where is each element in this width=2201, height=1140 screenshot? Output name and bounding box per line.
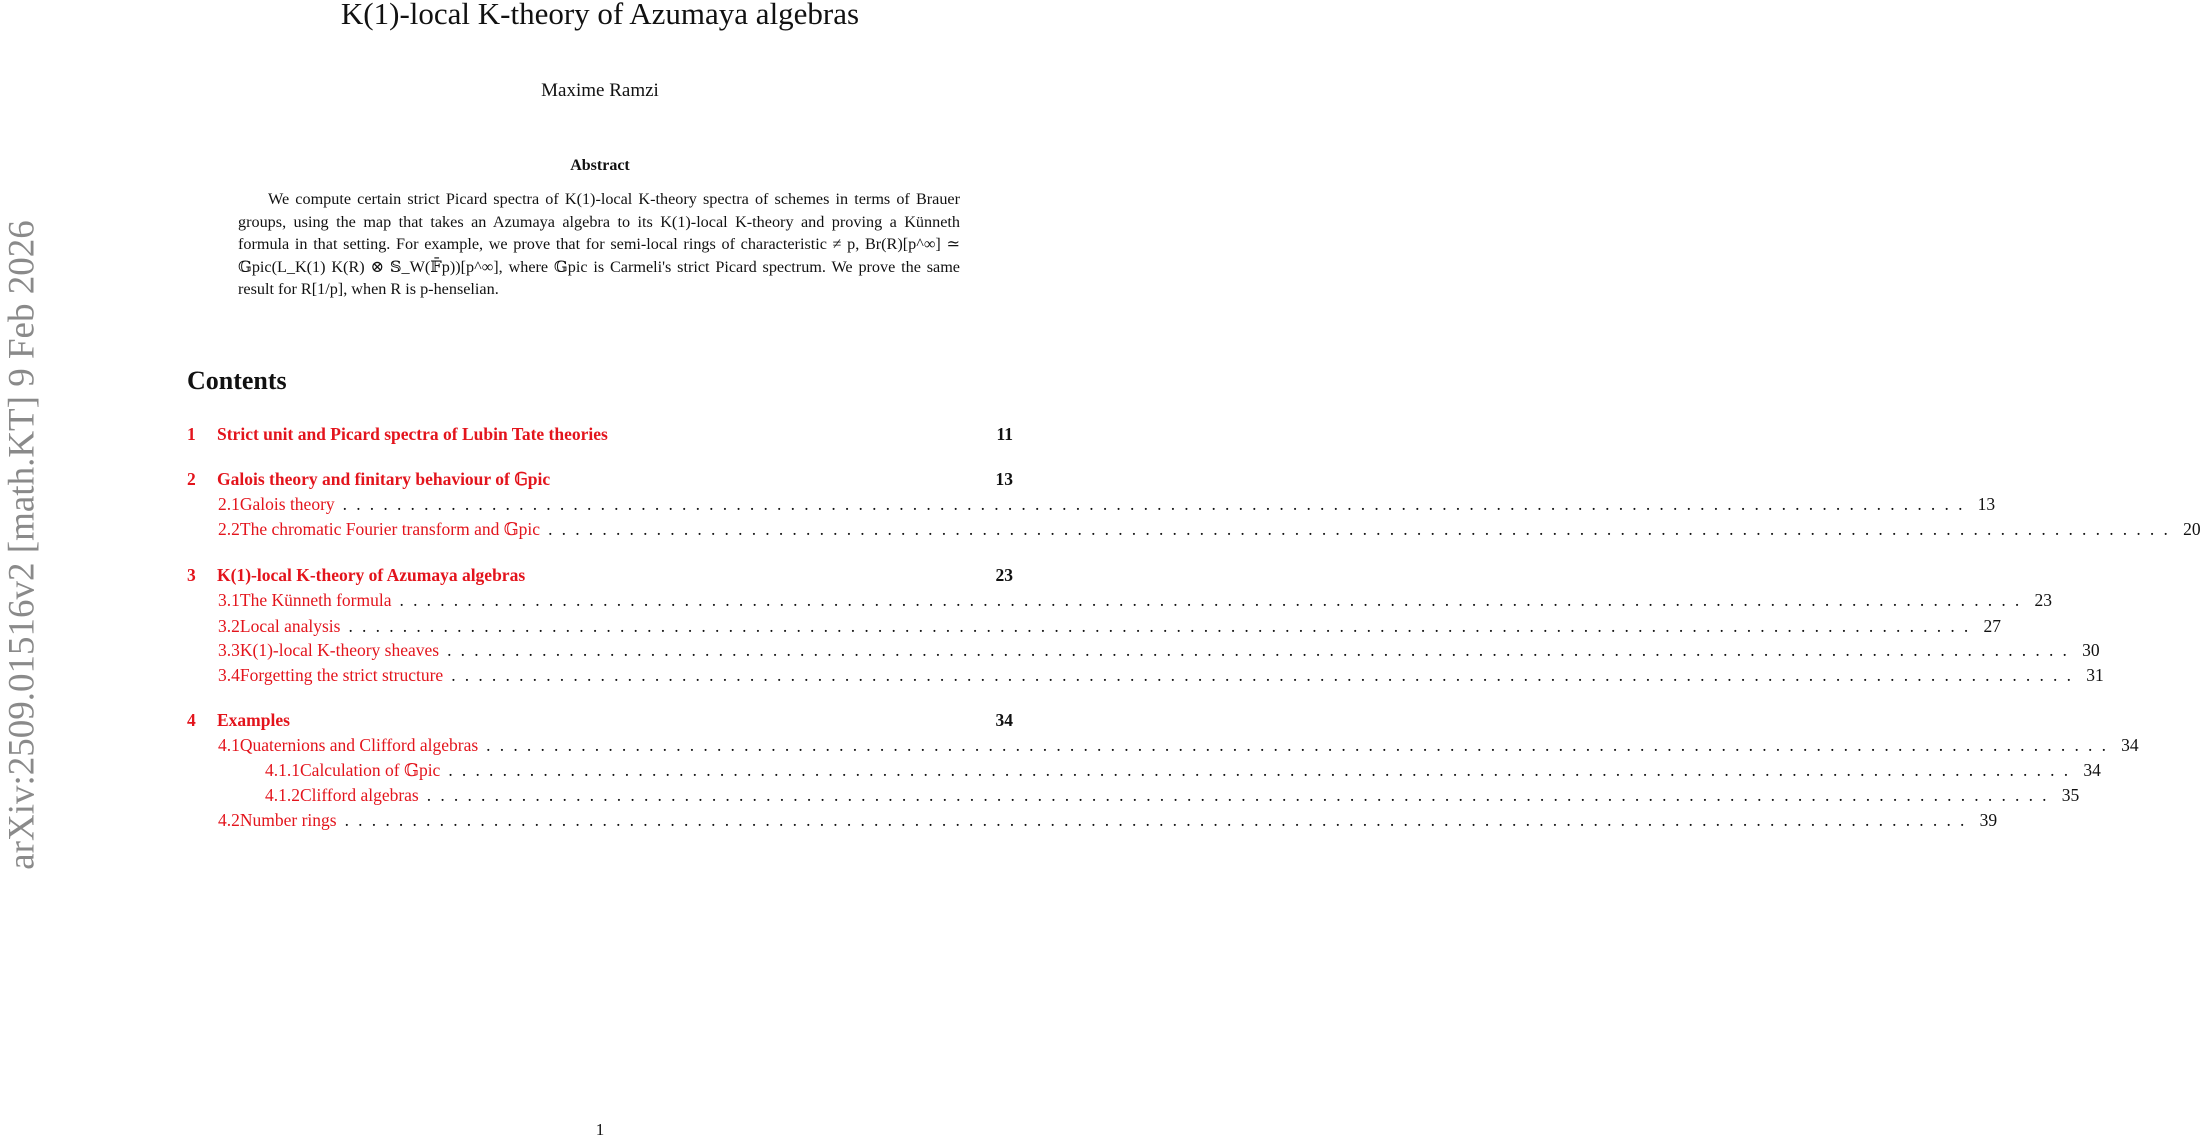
contents-heading: Contents xyxy=(187,366,287,395)
toc-entry[interactable] xyxy=(187,758,2101,782)
toc-entry-number[interactable]: 4.1.2 xyxy=(265,785,300,805)
leader-dots: ........................................................................................................................ xyxy=(348,616,1978,636)
toc-entry-number[interactable]: 3.2 xyxy=(218,616,240,636)
toc-entry-page[interactable]: 20 xyxy=(2183,519,2201,539)
toc-entry[interactable] xyxy=(187,808,1998,832)
toc-entry-title[interactable]: Forgetting the strict structure xyxy=(239,665,444,685)
page-number: 1 xyxy=(595,1120,605,1139)
toc-entry-page[interactable]: 13 xyxy=(1977,494,1996,514)
toc-entry-title[interactable]: Clifford algebras xyxy=(300,785,419,805)
toc-entry[interactable] xyxy=(187,733,2139,757)
toc-entry-page[interactable]: 23 xyxy=(995,565,1013,585)
toc-entry-number[interactable]: 2.2 xyxy=(218,519,240,539)
leader-dots: ........................................................................................................................ xyxy=(448,760,2078,780)
arxiv-identifier: arXiv:2509.01516v2 [math.KT] 9 Feb 2026 xyxy=(1,220,43,870)
toc-entry-number[interactable]: 3.3 xyxy=(218,640,240,660)
toc-entry[interactable] xyxy=(187,517,2201,541)
leader-dots: ........................................................................................................................ xyxy=(451,665,2081,685)
toc-entry-page[interactable]: 34 xyxy=(2083,760,2101,780)
paper-title: K(1)-local K-theory of Azumaya algebras xyxy=(340,0,860,31)
leader-dots: ........................................................................................................................ xyxy=(399,590,2029,610)
toc-entry[interactable] xyxy=(187,588,2052,612)
toc-entry-page[interactable]: 27 xyxy=(1983,616,2001,636)
abstract-text: We compute certain strict Picard spectra of K(1)-local K-theory spectra of schemes in terms of Brauer groups, using the map that takes an Azumaya algebra to its K(1)-local K-theory and proving a Künneth formula in that setting. For example, we prove that for semi-local rings of characteristic ≠ p, Br(R)[p^∞] ≃ 𝔾pic(L_K(1) K(R) ⊗ 𝕊_W(𝔽̄p))[p^∞], where 𝔾pic is Carmeli's strict Picard spectrum. We prove the same result for R[1/p], when R is p-henselian. xyxy=(238,190,960,298)
leader-dots: ........................................................................................................................ xyxy=(548,519,2178,539)
toc-entry[interactable] xyxy=(187,422,1013,446)
toc-entry[interactable] xyxy=(187,492,1996,516)
toc-entry-page[interactable]: 11 xyxy=(996,424,1013,444)
toc-entry[interactable] xyxy=(187,708,1013,732)
toc-entry-page[interactable]: 39 xyxy=(1979,810,1998,830)
toc-entry[interactable] xyxy=(187,614,2001,638)
toc-entry-page[interactable]: 34 xyxy=(995,710,1013,730)
leader-dots: ........................................................................................................................ xyxy=(447,640,2077,660)
toc-entry-page[interactable]: 30 xyxy=(2082,640,2100,660)
leader-dots: ........................................................................................................................ xyxy=(486,735,2116,755)
toc-entry-title[interactable]: Quaternions and Clifford algebras xyxy=(239,735,479,755)
toc-entry[interactable] xyxy=(187,467,1013,491)
toc-entry[interactable] xyxy=(187,783,2080,807)
leader-dots: ........................................................................................................................ xyxy=(342,494,1972,514)
toc-entry-number[interactable]: 4.1.1 xyxy=(265,760,300,780)
toc-entry-page[interactable]: 34 xyxy=(2121,735,2139,755)
toc-entry-number[interactable]: 4.1 xyxy=(218,735,240,755)
toc-entry-page[interactable]: 35 xyxy=(2061,785,2080,805)
toc-entry-title[interactable]: Examples xyxy=(217,710,290,730)
toc-entry-title[interactable]: Calculation of 𝔾pic xyxy=(300,760,441,780)
toc-entry-number[interactable]: 4 xyxy=(187,710,196,730)
toc-entry-page[interactable]: 23 xyxy=(2034,590,2052,610)
toc-entry-title[interactable]: The Künneth formula xyxy=(239,590,392,610)
toc-entry-number[interactable]: 3 xyxy=(187,565,196,585)
toc-entry-title[interactable]: Local analysis xyxy=(239,616,341,636)
toc-entry-number[interactable]: 3.4 xyxy=(218,665,240,685)
toc-entry-title[interactable]: Number rings xyxy=(239,810,337,830)
toc-entry-title[interactable]: K(1)-local K-theory sheaves xyxy=(239,640,440,660)
toc-entry[interactable] xyxy=(187,563,1013,587)
leader-dots: ........................................................................................................................ xyxy=(344,810,1974,830)
toc-entry-title[interactable]: K(1)-local K-theory of Azumaya algebras xyxy=(217,565,526,585)
toc-entry-title[interactable]: The chromatic Fourier transform and 𝔾pic xyxy=(239,519,541,539)
toc-entry-number[interactable]: 4.2 xyxy=(218,810,240,830)
toc-entry-page[interactable]: 31 xyxy=(2086,665,2104,685)
toc-entry-page[interactable]: 13 xyxy=(995,469,1013,489)
toc-entry-number[interactable]: 3.1 xyxy=(218,590,240,610)
toc-entry[interactable] xyxy=(187,638,2100,662)
toc-entry-title[interactable]: Strict unit and Picard spectra of Lubin Tate theories xyxy=(217,424,608,444)
toc-entry-number[interactable]: 2.1 xyxy=(218,494,240,514)
toc-entry-title[interactable]: Galois theory xyxy=(239,494,335,514)
abstract-heading: Abstract xyxy=(570,157,630,174)
toc-entry-number[interactable]: 1 xyxy=(187,424,196,444)
leader-dots: ........................................................................................................................ xyxy=(426,785,2056,805)
author: Maxime Ramzi xyxy=(541,80,659,101)
toc-entry-title[interactable]: Galois theory and finitary behaviour of 𝔾pic xyxy=(217,469,551,489)
toc-entry[interactable] xyxy=(187,663,2104,687)
toc-entry-number[interactable]: 2 xyxy=(187,469,196,489)
